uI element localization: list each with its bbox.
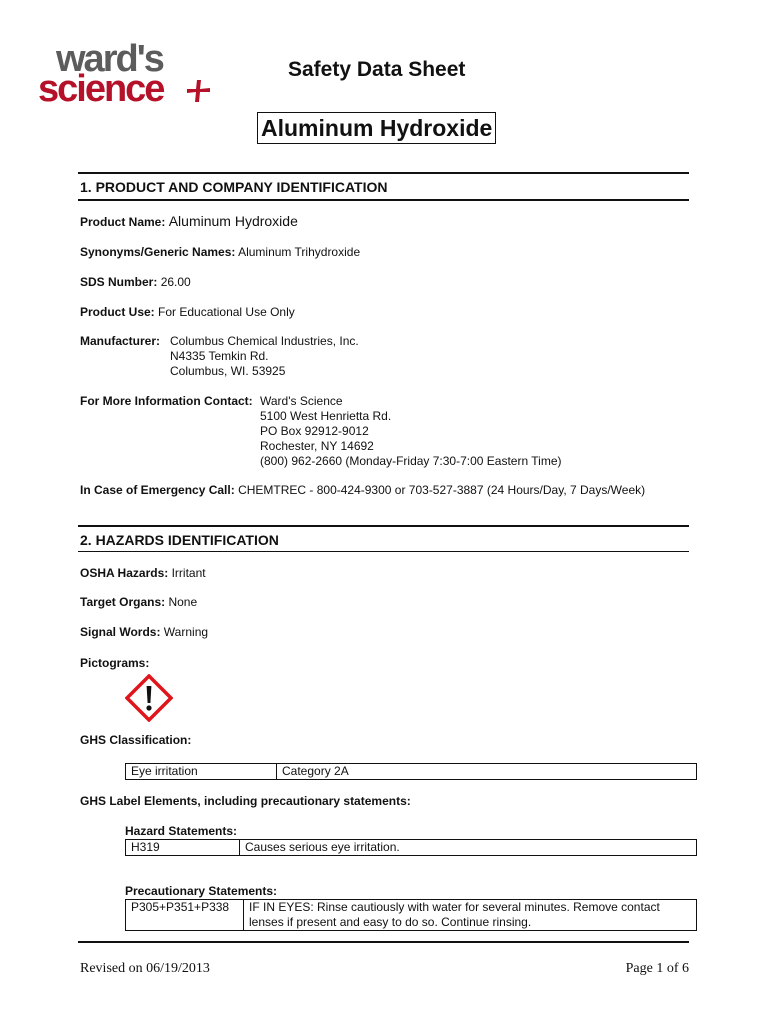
ghs-classification-table bbox=[125, 763, 697, 780]
section-2-title: 2. HAZARDS IDENTIFICATION bbox=[80, 532, 279, 548]
contact-line: PO Box 92912-9012 bbox=[260, 424, 369, 438]
section-1-top-rule bbox=[78, 172, 689, 174]
synonyms-value: Aluminum Trihydroxide bbox=[238, 245, 361, 259]
sds-number-label: SDS Number: bbox=[80, 275, 158, 289]
wards-science-logo bbox=[38, 40, 218, 110]
osha-hazards-value: Irritant bbox=[171, 566, 206, 580]
product-name-label: Product Name: bbox=[80, 215, 166, 229]
page-number: Page 1 of 6 bbox=[625, 961, 689, 976]
emergency-label: In Case of Emergency Call: bbox=[80, 483, 235, 497]
manufacturer-label: Manufacturer: bbox=[80, 334, 161, 348]
ghs-hazard-cell: Eye irritation bbox=[126, 764, 277, 780]
hazard-code-cell: H319 bbox=[126, 840, 240, 856]
manufacturer-address bbox=[170, 334, 359, 379]
manufacturer-line: Columbus, WI. 53925 bbox=[170, 364, 286, 378]
product-name-value: Aluminum Hydroxide bbox=[168, 213, 298, 229]
target-organs-row bbox=[80, 595, 197, 610]
sds-number-row bbox=[80, 275, 191, 290]
precautionary-text-line: lenses if present and easy to do so. Continue rinsing. bbox=[249, 915, 532, 929]
precautionary-text-line: IF IN EYES: Rinse cautiously with water for several minutes. Remove contact bbox=[249, 900, 660, 914]
manufacturer-line: Columbus Chemical Industries, Inc. bbox=[170, 334, 359, 348]
contact-label: For More Information Contact: bbox=[80, 394, 253, 408]
sds-number-value: 26.00 bbox=[160, 275, 191, 289]
section-2-bottom-rule bbox=[78, 551, 689, 552]
product-name-row bbox=[80, 214, 298, 230]
label-elements-title: GHS Label Elements, including precautionary statements: bbox=[80, 794, 411, 808]
osha-hazards-label: OSHA Hazards: bbox=[80, 566, 169, 580]
signal-words-label: Signal Words: bbox=[80, 625, 161, 639]
section-1-title: 1. PRODUCT AND COMPANY IDENTIFICATION bbox=[80, 179, 388, 195]
logo-text-wards: ward's bbox=[56, 38, 163, 80]
footer-rule bbox=[78, 941, 689, 943]
product-use-label: Product Use: bbox=[80, 305, 155, 319]
emergency-row bbox=[80, 483, 645, 498]
precautionary-statements-table bbox=[125, 899, 697, 931]
precautionary-text-cell bbox=[244, 900, 697, 931]
target-organs-value: None bbox=[168, 595, 198, 609]
table-row bbox=[126, 840, 697, 856]
hazard-statements-table bbox=[125, 839, 697, 856]
osha-hazards-row bbox=[80, 566, 206, 581]
product-use-value: For Educational Use Only bbox=[158, 305, 295, 319]
contact-address bbox=[260, 394, 561, 469]
section-1-bottom-rule bbox=[78, 199, 689, 201]
precautionary-code-cell: P305+P351+P338 bbox=[126, 900, 244, 931]
precautionary-statements-label: Precautionary Statements: bbox=[125, 884, 278, 898]
revised-date: Revised on 06/19/2013 bbox=[80, 961, 210, 976]
hazard-statements-label: Hazard Statements: bbox=[125, 824, 238, 838]
product-title: Aluminum Hydroxide bbox=[257, 112, 496, 144]
manufacturer-line: N4335 Temkin Rd. bbox=[170, 349, 269, 363]
signal-words-value: Warning bbox=[163, 625, 209, 639]
logo-plus-icon bbox=[186, 78, 212, 104]
table-row bbox=[126, 900, 697, 931]
section-2-top-rule bbox=[78, 525, 689, 527]
exclamation-mark-diamond-icon bbox=[125, 674, 173, 722]
target-organs-label: Target Organs: bbox=[80, 595, 166, 609]
contact-line: Rochester, NY 14692 bbox=[260, 439, 374, 453]
ghs-category-cell: Category 2A bbox=[277, 764, 697, 780]
contact-line: Ward's Science bbox=[260, 394, 343, 408]
ghs-classification-label: GHS Classification: bbox=[80, 733, 192, 747]
emergency-value: CHEMTREC - 800-424-9300 or 703-527-3887 (24 Hours/Day, 7 Days/Week) bbox=[238, 483, 646, 497]
pictograms-label: Pictograms: bbox=[80, 656, 150, 670]
contact-line: (800) 962-2660 (Monday-Friday 7:30-7:00 Eastern Time) bbox=[260, 454, 562, 468]
logo-text-science: science bbox=[38, 68, 164, 110]
document-kind: Safety Data Sheet bbox=[288, 58, 466, 81]
synonyms-label: Synonyms/Generic Names: bbox=[80, 245, 236, 259]
synonyms-row bbox=[80, 245, 360, 260]
product-use-row bbox=[80, 305, 295, 320]
hazard-text-cell: Causes serious eye irritation. bbox=[240, 840, 697, 856]
contact-line: 5100 West Henrietta Rd. bbox=[260, 409, 392, 423]
table-row bbox=[126, 764, 697, 780]
signal-words-row bbox=[80, 625, 208, 640]
